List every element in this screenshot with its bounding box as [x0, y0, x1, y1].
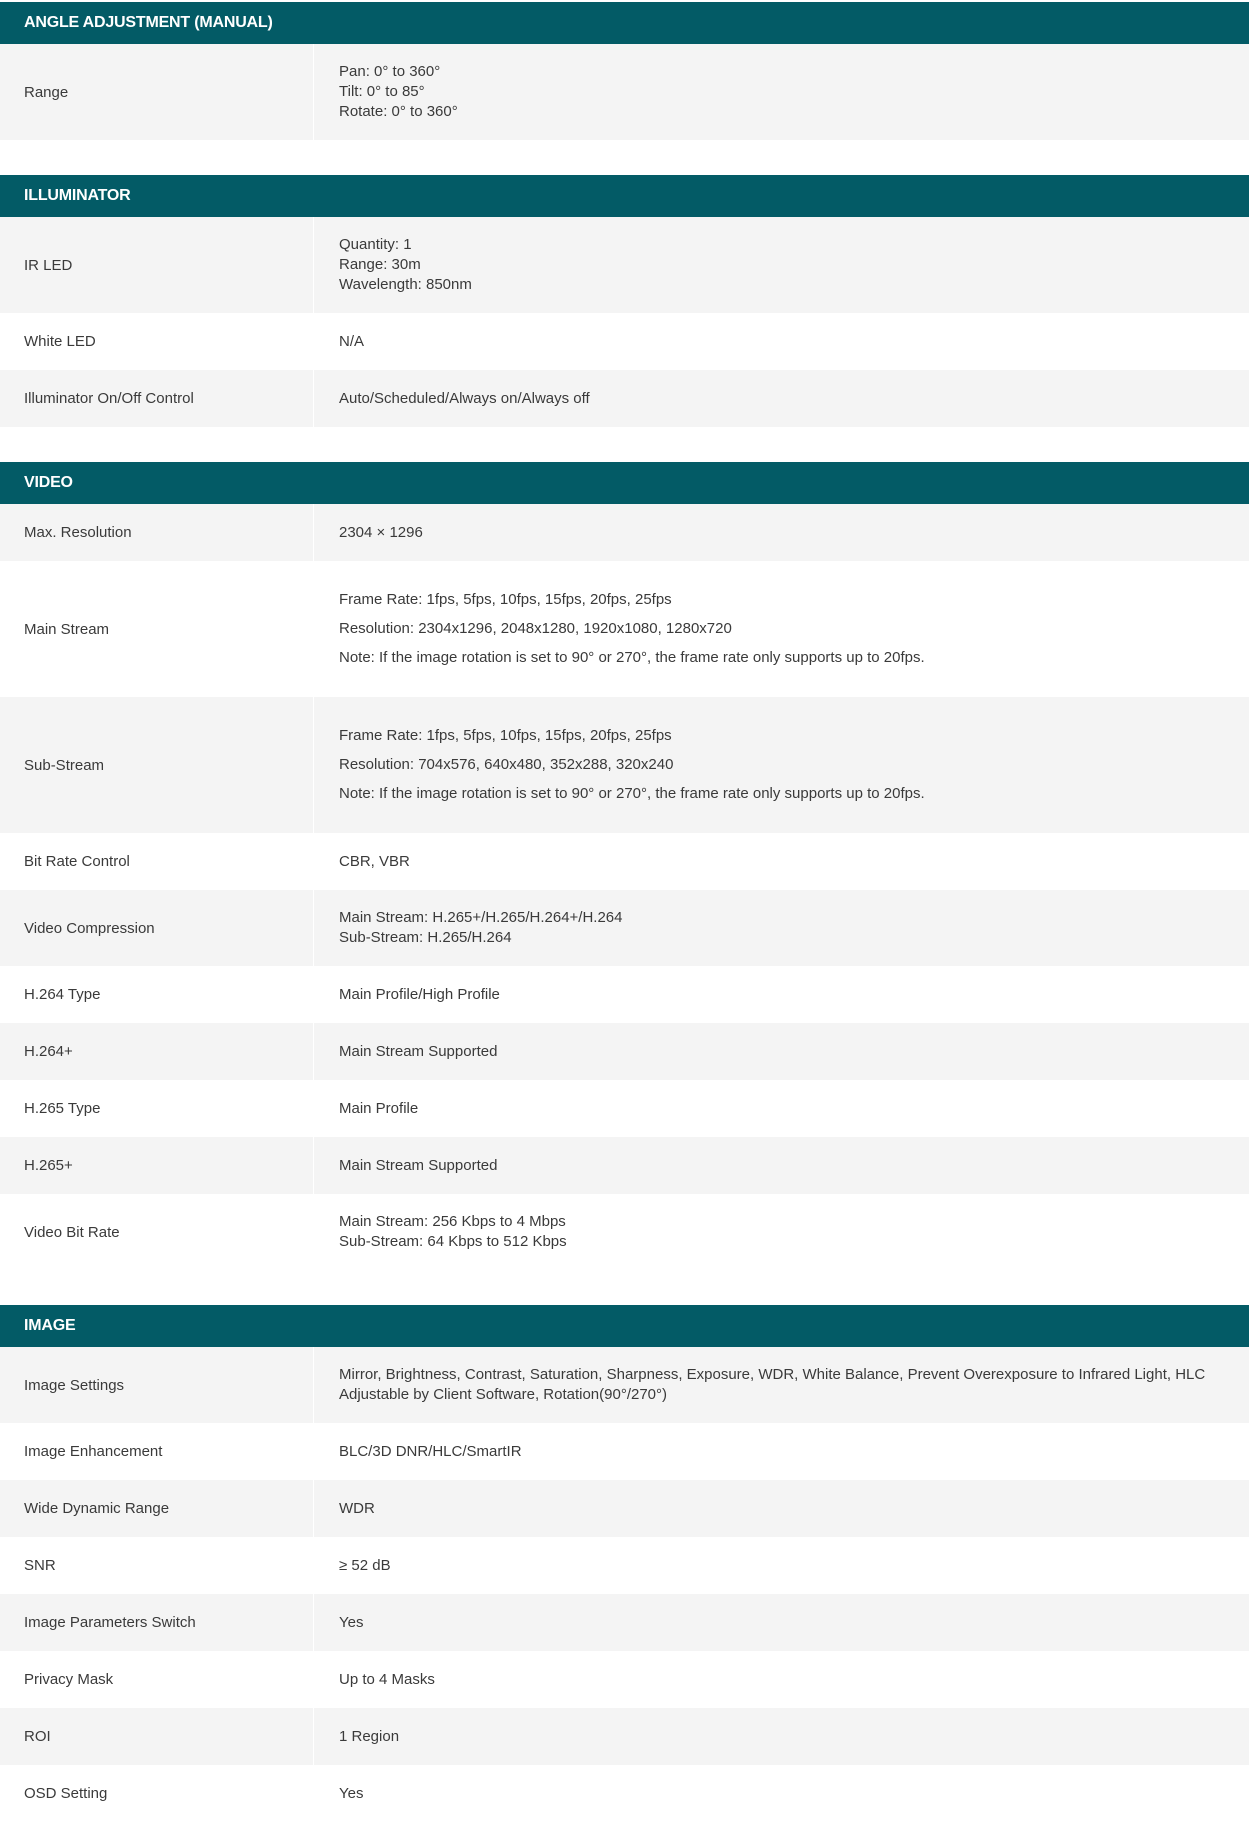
table-row: [0, 1194, 1249, 1270]
spec-value-line: Note: If the image rotation is set to 90° or 270°, the frame rate only supports up to 20fps.: [339, 649, 925, 666]
spec-value: [314, 389, 1249, 409]
spec-value-line: Up to 4 Masks: [339, 1670, 435, 1688]
spec-value: [314, 1156, 1249, 1176]
table-row: [0, 1480, 1249, 1537]
spec-value: [314, 523, 1249, 543]
spec-value-line: WDR: [339, 1499, 375, 1517]
table-row: [0, 561, 1249, 697]
spec-value-line: Rotate: 0° to 360°: [339, 103, 458, 120]
table-row: [0, 890, 1249, 966]
spec-value-line: ≥ 52 dB: [339, 1556, 391, 1574]
spec-value: [314, 1613, 1249, 1633]
table-row: [0, 1137, 1249, 1194]
spec-value: [314, 1727, 1249, 1747]
spec-label: Video Compression: [0, 890, 314, 966]
spec-section: [0, 462, 1249, 1270]
spec-label: Wide Dynamic Range: [0, 1480, 314, 1537]
table-row: [0, 833, 1249, 890]
table-row: [0, 313, 1249, 370]
spec-label: Sub-Stream: [0, 697, 314, 833]
spec-value-line: Wavelength: 850nm: [339, 276, 472, 293]
table-row: [0, 1423, 1249, 1480]
spec-value-line: Tilt: 0° to 85°: [339, 83, 425, 100]
spec-table: [0, 1347, 1249, 1822]
spec-value-line: Main Profile: [339, 1099, 419, 1117]
spec-value-line: Main Stream: H.265+/H.265/H.264+/H.264: [339, 909, 623, 926]
spec-table: [0, 217, 1249, 427]
spec-value-line: Main Stream: 256 Kbps to 4 Mbps: [339, 1213, 566, 1230]
spec-value: [314, 1784, 1249, 1804]
spec-label: Video Bit Rate: [0, 1194, 314, 1270]
spec-value-line: Quantity: 1: [339, 236, 412, 253]
spec-value-line: Main Stream Supported: [339, 1156, 498, 1174]
spec-value: [314, 852, 1249, 872]
spec-label: OSD Setting: [0, 1765, 314, 1822]
spec-label: Image Settings: [0, 1347, 314, 1423]
spec-value: [314, 1556, 1249, 1576]
table-row: [0, 1765, 1249, 1822]
spec-value: [314, 235, 1249, 295]
spec-section: [0, 2, 1249, 140]
spec-value-line: Adjustable by Client Software, Rotation(90°/270°): [339, 1386, 668, 1403]
spec-value: [314, 1499, 1249, 1519]
spec-label: SNR: [0, 1537, 314, 1594]
spec-value-line: Main Stream Supported: [339, 1042, 498, 1060]
spec-value: [314, 1670, 1249, 1690]
spec-label: H.264+: [0, 1023, 314, 1080]
spec-label: ROI: [0, 1708, 314, 1765]
spec-value: [314, 1442, 1249, 1462]
spec-label: Privacy Mask: [0, 1651, 314, 1708]
spec-value-line: Note: If the image rotation is set to 90° or 270°, the frame rate only supports up to 20fps.: [339, 785, 925, 802]
spec-value-line: 1 Region: [339, 1727, 400, 1745]
spec-value-line: Resolution: 704x576, 640x480, 352x288, 320x240: [339, 756, 674, 773]
spec-value-line: Auto/Scheduled/Always on/Always off: [339, 389, 590, 407]
spec-value-line: Yes: [339, 1784, 364, 1802]
spec-label: Image Enhancement: [0, 1423, 314, 1480]
spec-value-line: Resolution: 2304x1296, 2048x1280, 1920x1080, 1280x720: [339, 620, 732, 637]
spec-label: Main Stream: [0, 561, 314, 697]
table-row: [0, 1708, 1249, 1765]
spec-value-line: N/A: [339, 332, 365, 350]
spec-label: Image Parameters Switch: [0, 1594, 314, 1651]
table-row: [0, 370, 1249, 427]
table-row: [0, 1023, 1249, 1080]
spec-value-line: Sub-Stream: H.265/H.264: [339, 929, 512, 946]
section-header: VIDEO: [0, 462, 1249, 504]
spec-label: H.265+: [0, 1137, 314, 1194]
section-header: IMAGE: [0, 1305, 1249, 1347]
spec-value-line: Main Profile/High Profile: [339, 985, 500, 1003]
spec-value-line: Frame Rate: 1fps, 5fps, 10fps, 15fps, 20fps, 25fps: [339, 727, 672, 744]
spec-value: [314, 1212, 1249, 1252]
spec-value-line: 2304 × 1296: [339, 523, 423, 541]
spec-table: [0, 504, 1249, 1270]
spec-value-line: Range: 30m: [339, 256, 421, 273]
spec-value: [314, 908, 1249, 948]
spec-label: Illuminator On/Off Control: [0, 370, 314, 427]
table-row: [0, 1347, 1249, 1423]
spec-value: [314, 1099, 1249, 1119]
spec-value-line: BLC/3D DNR/HLC/SmartIR: [339, 1442, 522, 1460]
table-row: [0, 1537, 1249, 1594]
spec-label: IR LED: [0, 217, 314, 313]
spec-value: [314, 1365, 1249, 1405]
spec-value-line: Sub-Stream: 64 Kbps to 512 Kbps: [339, 1233, 567, 1250]
spec-value: [314, 62, 1249, 122]
spec-value-line: Mirror, Brightness, Contrast, Saturation, Sharpness, Exposure, WDR, White Balance, Prevent Overexposure to Infrared Light, HLC: [339, 1366, 1206, 1383]
section-header: ILLUMINATOR: [0, 175, 1249, 217]
spec-label: White LED: [0, 313, 314, 370]
spec-section: [0, 175, 1249, 427]
spec-value: [314, 332, 1249, 352]
spec-value-line: CBR, VBR: [339, 852, 410, 870]
spec-label: Bit Rate Control: [0, 833, 314, 890]
spec-label: Range: [0, 44, 314, 140]
spec-value-line: Frame Rate: 1fps, 5fps, 10fps, 15fps, 20fps, 25fps: [339, 591, 672, 608]
spec-label: H.264 Type: [0, 966, 314, 1023]
table-row: [0, 217, 1249, 313]
spec-label: Max. Resolution: [0, 504, 314, 561]
spec-table: [0, 44, 1249, 140]
table-row: [0, 1080, 1249, 1137]
spec-section: [0, 1305, 1249, 1822]
table-row: [0, 1651, 1249, 1708]
spec-label: H.265 Type: [0, 1080, 314, 1137]
spec-value: [314, 1042, 1249, 1062]
spec-value: [314, 985, 1249, 1005]
table-row: [0, 697, 1249, 833]
spec-value: [314, 717, 1249, 813]
section-header: ANGLE ADJUSTMENT (MANUAL): [0, 2, 1249, 44]
table-row: [0, 1594, 1249, 1651]
table-row: [0, 44, 1249, 140]
table-row: [0, 504, 1249, 561]
spec-value-line: Yes: [339, 1613, 364, 1631]
spec-value-line: Pan: 0° to 360°: [339, 63, 441, 80]
spec-value: [314, 581, 1249, 677]
table-row: [0, 966, 1249, 1023]
